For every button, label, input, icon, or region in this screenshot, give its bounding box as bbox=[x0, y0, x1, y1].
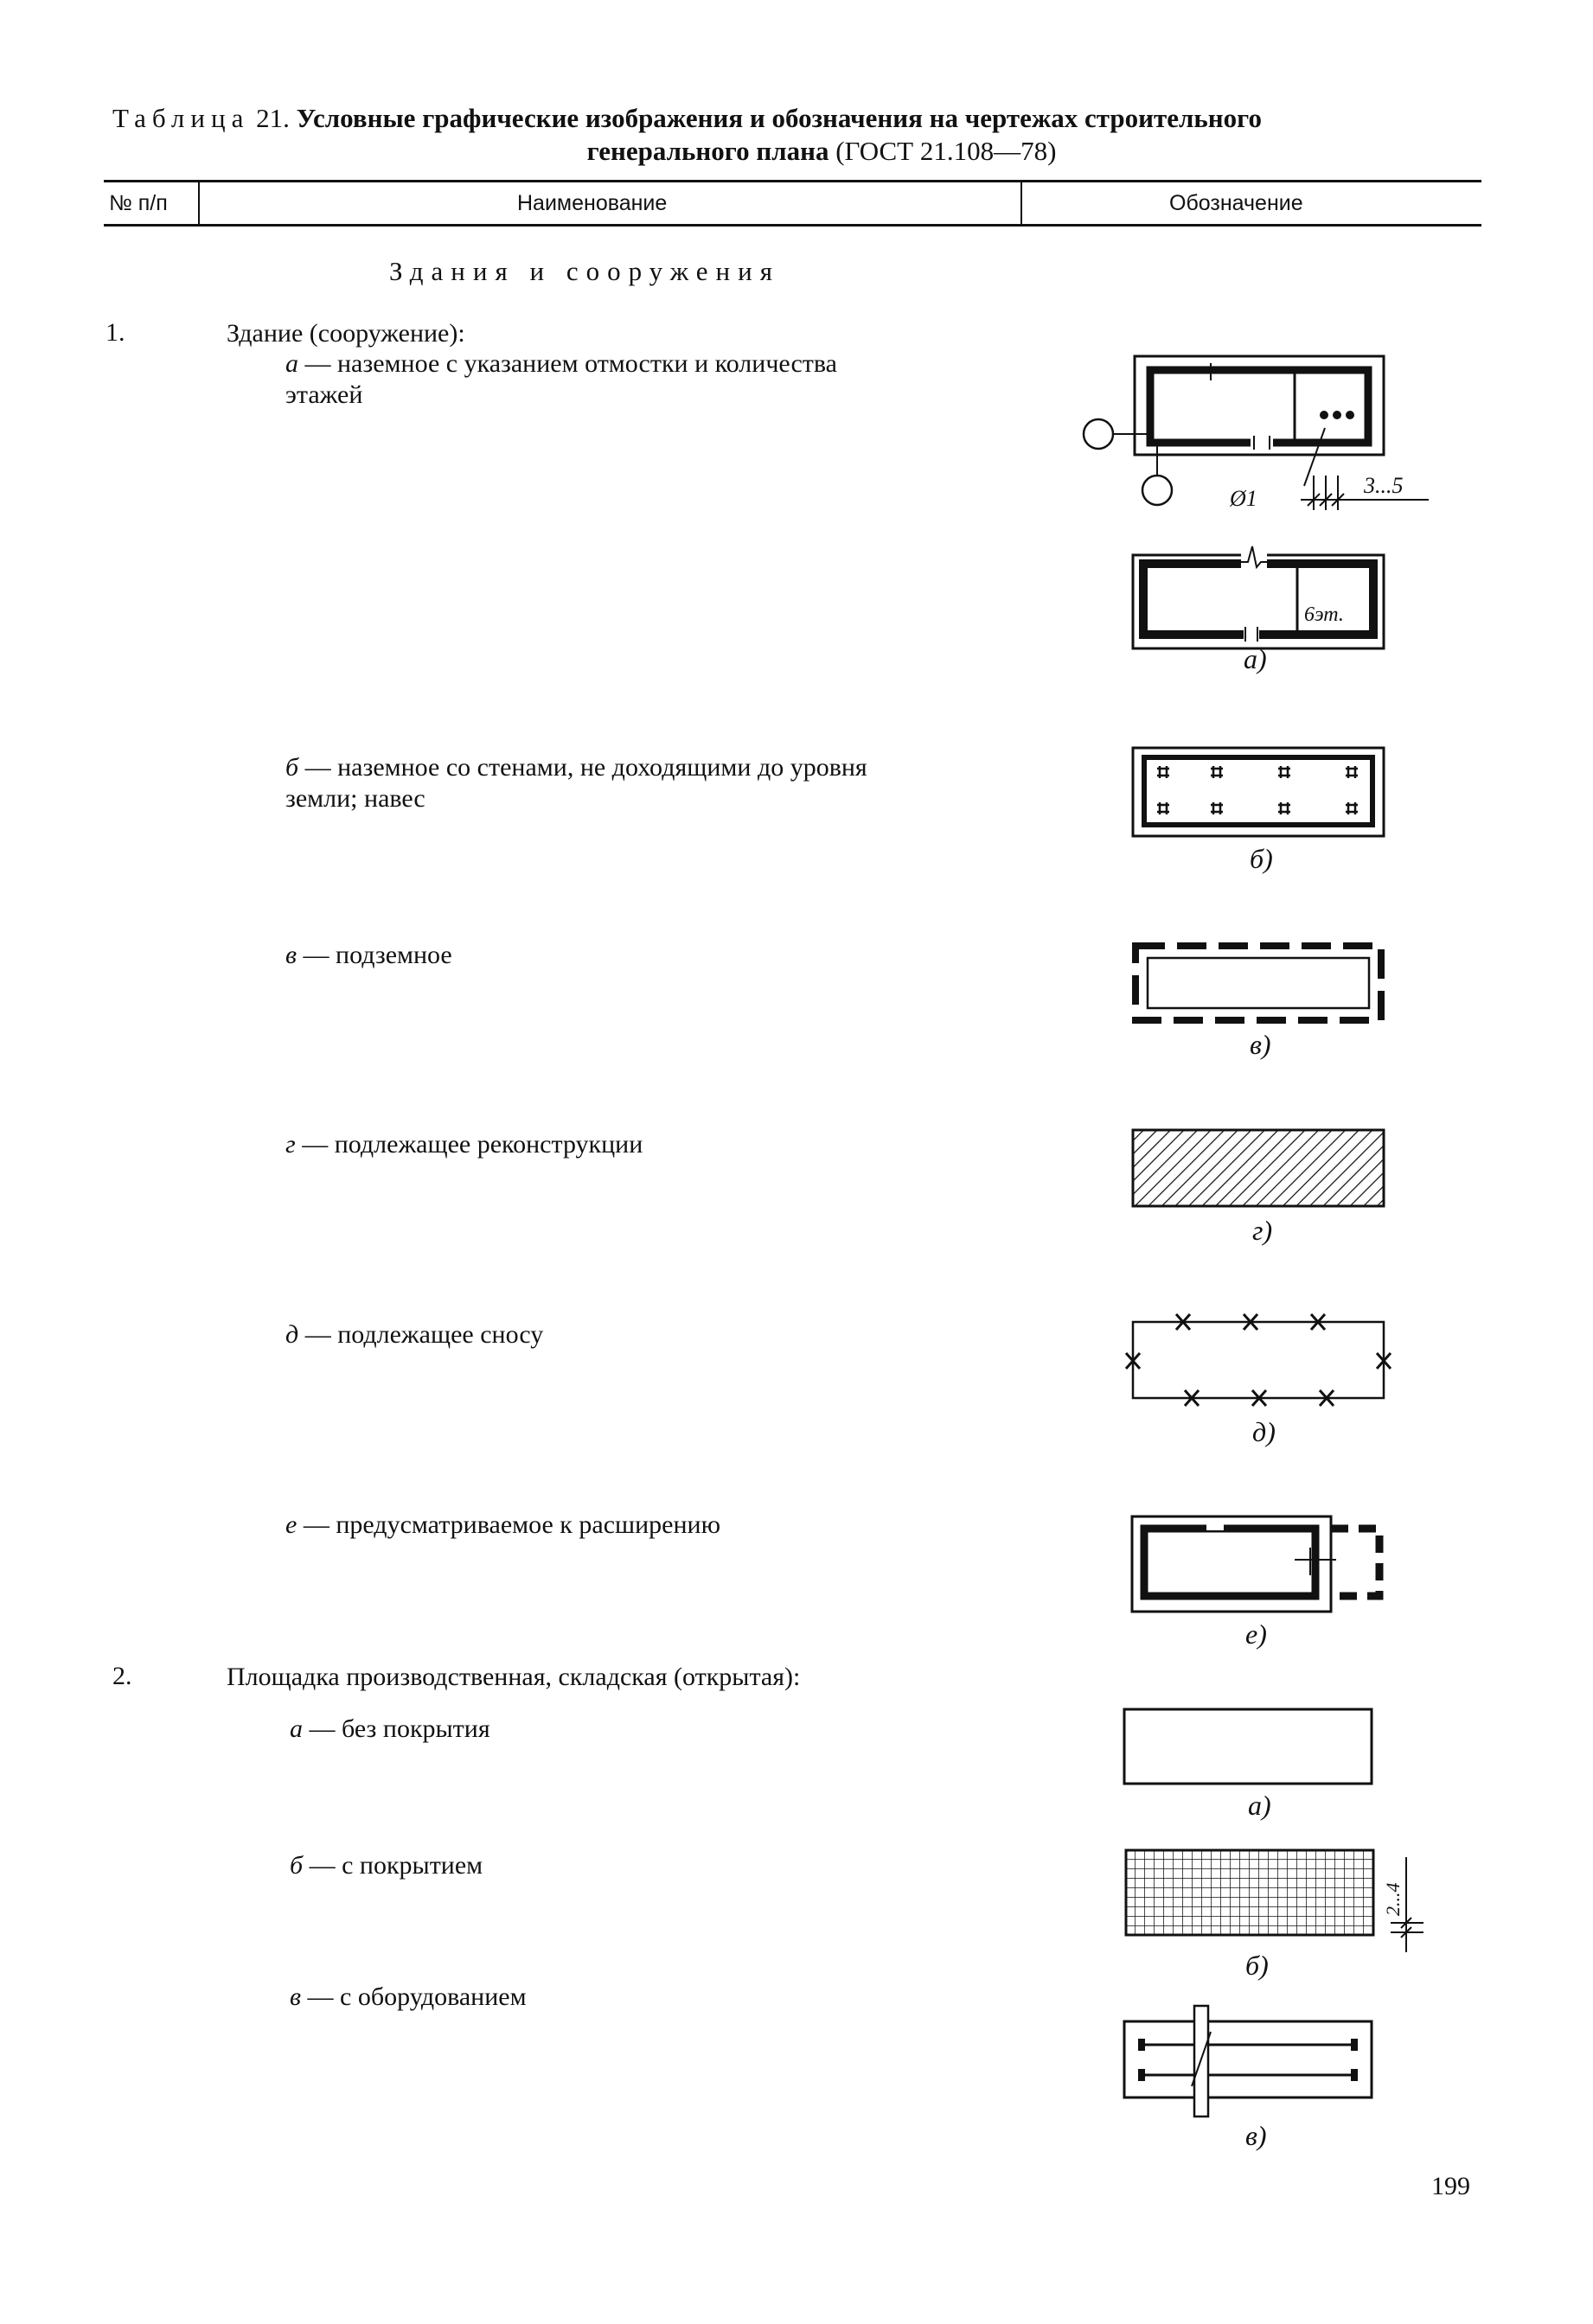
item-1a-text-2: этажей bbox=[285, 380, 363, 409]
header-divider-1 bbox=[198, 182, 200, 227]
table-title-bold: Условные графические изображения и обозначения на чертежах строительного bbox=[296, 103, 1262, 133]
item-2a-text bbox=[290, 1714, 490, 1745]
caption-1a: а) bbox=[1244, 643, 1267, 674]
header-divider-2 bbox=[1020, 182, 1022, 227]
item-1g-text bbox=[285, 1129, 643, 1160]
item-1a-letter: а bbox=[285, 349, 298, 378]
page-number: 199 bbox=[1431, 2172, 1470, 2200]
item-1e-letter: е bbox=[285, 1510, 297, 1539]
header-col-name: Наименование bbox=[517, 191, 668, 215]
symbol-2b-site-paved bbox=[1124, 1848, 1436, 1952]
symbol-1a-building-with-apron bbox=[1072, 346, 1453, 519]
item-2b-letter: б bbox=[290, 1851, 304, 1880]
item-1d-text-1: — подлежащее сносу bbox=[304, 1320, 544, 1349]
item-1g-letter: г bbox=[285, 1130, 296, 1159]
symbol-1b-canopy bbox=[1129, 744, 1388, 839]
item-1e-text bbox=[285, 1510, 720, 1541]
table-title-line2 bbox=[112, 135, 1496, 168]
symbol-1d-demolition bbox=[1123, 1310, 1394, 1414]
symbol-1g-reconstruction bbox=[1131, 1128, 1385, 1208]
table-title-line2-bold: генерального плана bbox=[586, 136, 829, 166]
item-2v-text-1: — с оборудованием bbox=[307, 1982, 527, 2011]
item-1e-text-1: — предусматриваемое к расширению bbox=[303, 1510, 720, 1539]
symbol-2v-site-equipment bbox=[1123, 2004, 1382, 2121]
caption-2a: а) bbox=[1248, 1790, 1271, 1821]
table-title bbox=[112, 102, 1496, 168]
annotation-floors: 6эт. bbox=[1304, 603, 1344, 626]
caption-1d: д) bbox=[1252, 1416, 1276, 1447]
item-2-name: Площадка производственная, складская (открытая): bbox=[227, 1663, 801, 1691]
item-1v-text-1: — подземное bbox=[303, 941, 452, 969]
header-col-num: № п/п bbox=[109, 191, 168, 215]
annotation-diameter: Ø1 bbox=[1230, 486, 1257, 511]
item-1a-text-1: — наземное с указанием отмостки и количества bbox=[304, 349, 837, 378]
annotation-range-3-5: 3...5 bbox=[1364, 473, 1404, 498]
caption-1e: е) bbox=[1245, 1618, 1267, 1650]
item-1b-text-1: — наземное со стенами, не доходящими до уровня bbox=[304, 753, 867, 782]
item-1g-text-1: — подлежащее реконструкции bbox=[302, 1130, 643, 1159]
item-1d-letter: д bbox=[285, 1320, 299, 1349]
caption-2v: в) bbox=[1245, 2120, 1267, 2151]
item-1a-text bbox=[285, 348, 837, 411]
symbol-1e-expansion bbox=[1129, 1513, 1397, 1617]
item-1v-letter: в bbox=[285, 941, 297, 969]
item-1-number: 1. bbox=[106, 318, 125, 347]
item-1-name: Здание (сооружение): bbox=[227, 319, 465, 348]
caption-2b: б) bbox=[1245, 1950, 1269, 1981]
symbol-2a-site-no-pavement bbox=[1123, 1708, 1373, 1787]
table-title-line2-norm: (ГОСТ 21.108—78) bbox=[835, 136, 1057, 166]
caption-1v: в) bbox=[1250, 1029, 1271, 1060]
item-2-number: 2. bbox=[112, 1662, 132, 1690]
item-2b-text bbox=[290, 1850, 483, 1881]
item-2a-letter: а bbox=[290, 1714, 303, 1743]
symbol-1v-underground bbox=[1129, 941, 1388, 1027]
table-title-number: 21. bbox=[256, 103, 290, 133]
item-2b-text-1: — с покрытием bbox=[309, 1851, 483, 1880]
item-2a-text-1: — без покрытия bbox=[309, 1714, 490, 1743]
caption-1g: г) bbox=[1252, 1215, 1273, 1246]
table-title-prefix: Таблица bbox=[112, 103, 250, 133]
item-1b-text bbox=[285, 752, 867, 814]
item-2v-text bbox=[290, 1982, 527, 2013]
header-col-symbol: Обозначение bbox=[1169, 191, 1303, 215]
annotation-range-2-4: 2...4 bbox=[1382, 1882, 1404, 1916]
header-bottom-rule bbox=[104, 224, 1481, 227]
caption-1b: б) bbox=[1250, 843, 1273, 874]
item-1b-text-2: земли; навес bbox=[285, 784, 425, 813]
section-title: Здания и сооружения bbox=[389, 256, 780, 286]
header-top-rule bbox=[104, 180, 1481, 182]
item-1b-letter: б bbox=[285, 753, 299, 782]
item-2v-letter: в bbox=[290, 1982, 302, 2011]
item-1v-text bbox=[285, 940, 452, 971]
item-1d-text bbox=[285, 1319, 543, 1350]
